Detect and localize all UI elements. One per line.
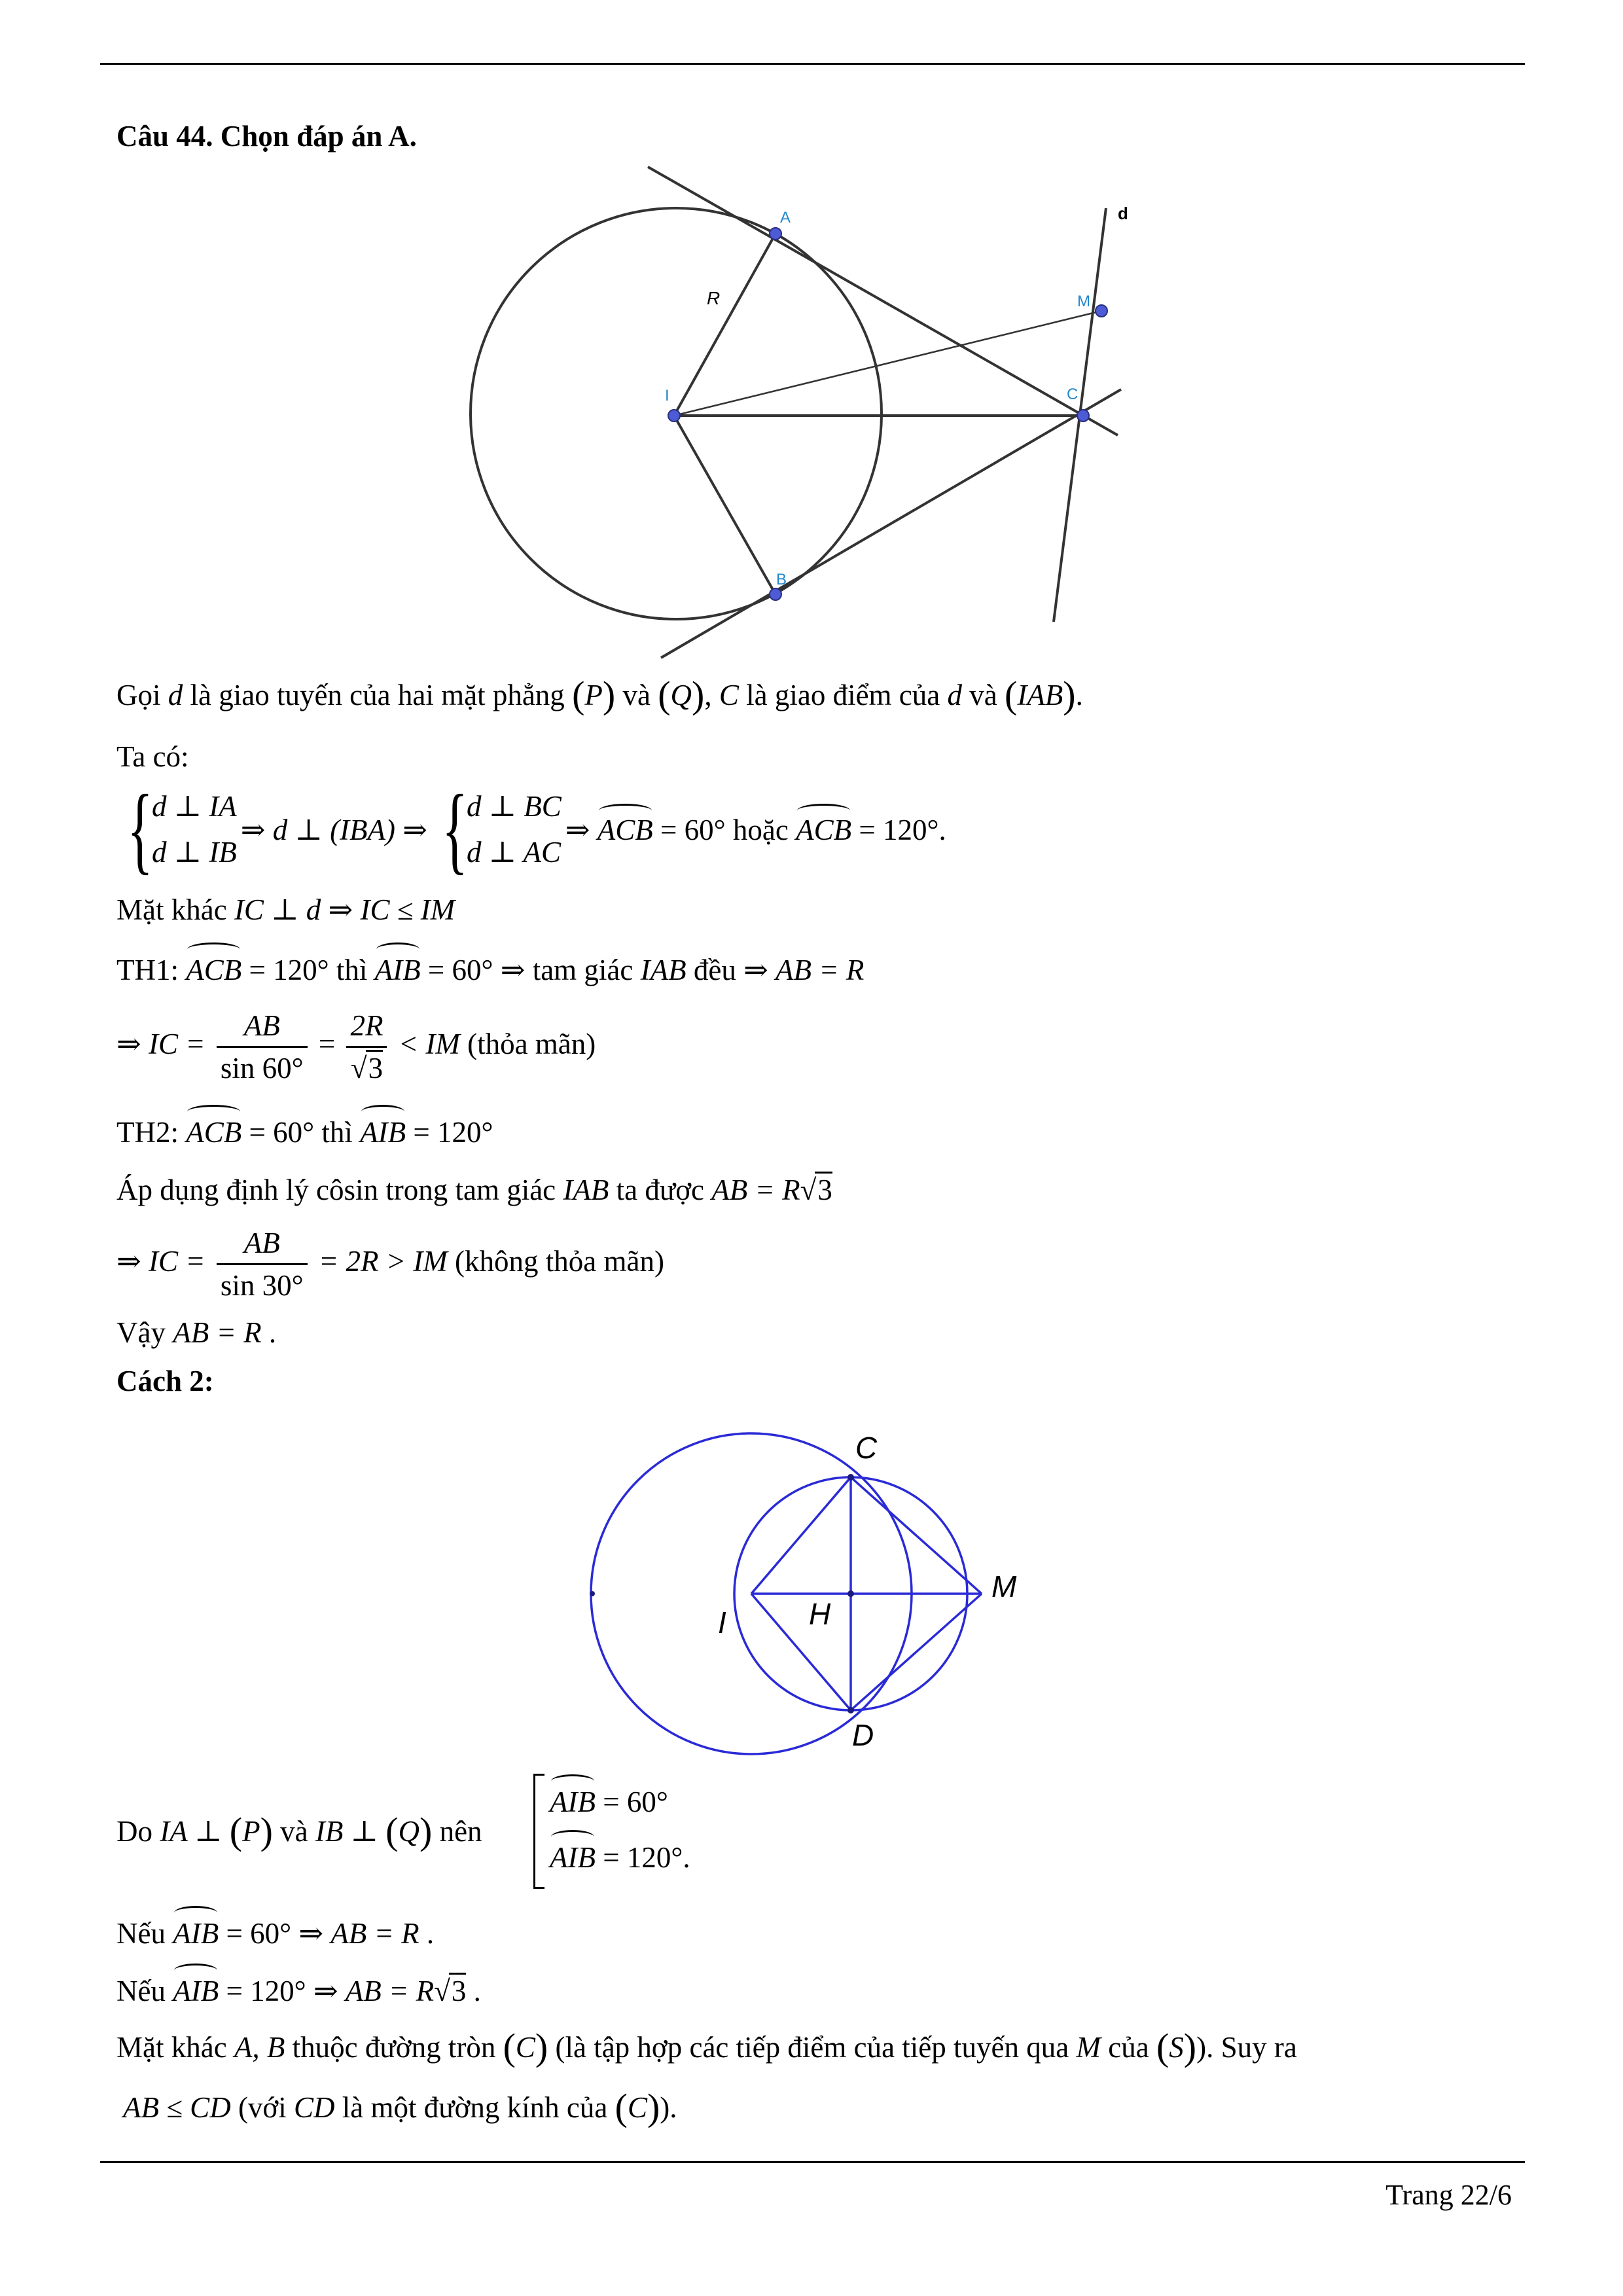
segment-ic-2 <box>751 1477 851 1594</box>
point-m <box>1096 305 1107 317</box>
text-line-4: Mặt khác IC ⊥ d ⇒ IC ≤ IM <box>116 893 455 926</box>
method-2-line-5: AB ≤ CD (với CD là một đường kính của (C)). <box>123 2086 677 2128</box>
case-1-formula: ⇒ IC = $\frac{AB}{\sin 60^\circ}$ = $\frac{2R}{√3}$ < IM (thỏa mãn) <box>116 1001 596 1088</box>
label-i2: I <box>718 1605 726 1640</box>
bracket-row-2: AIB = 120°. <box>550 1839 690 1876</box>
header-rule <box>100 63 1525 65</box>
text-line-2: Ta có: <box>116 740 189 773</box>
segment-im <box>674 311 1101 416</box>
label-d: d <box>1118 204 1128 223</box>
conclusion-line: Vậy AB = R . <box>116 1316 277 1349</box>
segment-ib <box>674 416 776 594</box>
text-line-1: Gọi d là giao tuyến của hai mặt phẳng (P) và (Q), C là giao điểm của d và (IAB). <box>116 673 1083 716</box>
page-number: Trang 22/6 <box>1385 2179 1512 2211</box>
bracket-row-1: AIB = 60° <box>550 1784 668 1820</box>
label-a: A <box>780 209 791 226</box>
case-1-line: TH1: ACB = 120° thì AIB = 60° ⇒ tam giác IAB đều ⇒ AB = R <box>116 952 864 988</box>
case-bracket <box>533 1774 544 1889</box>
segment-id <box>751 1594 851 1710</box>
segment-dm <box>851 1594 982 1710</box>
method-2-line-3: Nếu AIB = 120° ⇒ AB = R√3 . <box>116 1973 481 2009</box>
system-line: { d ⊥ IA d ⊥ IB ⇒ d ⊥ (IBA) ⇒ { d ⊥ BC d ⊥ AC ⇒ ACB = 60° hoặc ACB = 120°. <box>127 775 946 884</box>
method-2-line-1: Do IA ⊥ (P) và IB ⊥ (Q) nên <box>116 1810 482 1852</box>
label-c2: C <box>855 1431 878 1465</box>
tangent-line-bc <box>661 389 1121 658</box>
segment-cm <box>851 1477 982 1594</box>
method-2-line-4: Mặt khác A, B thuộc đường tròn (C) (là tập hợp các tiếp điểm của tiếp tuyến qua M của (S)). Suy ra <box>116 2026 1297 2068</box>
figure-tangent-diagram <box>458 160 1152 664</box>
point-b <box>770 588 781 600</box>
label-b: B <box>776 571 787 588</box>
label-m: M <box>1077 293 1090 310</box>
method-2-line-2: Nếu AIB = 60° ⇒ AB = R . <box>116 1915 434 1952</box>
method-2-heading: Cách 2: <box>116 1365 214 1397</box>
label-h2: H <box>809 1597 831 1631</box>
label-r: R <box>707 288 721 308</box>
label-i: I <box>665 387 669 404</box>
point-i <box>668 410 680 422</box>
cosine-line: Áp dụng định lý côsin trong tam giác IAB ta được AB = R√3 <box>116 1172 832 1208</box>
point-a <box>770 228 781 240</box>
label-d2: D <box>852 1718 874 1752</box>
case-2-line: TH2: ACB = 60° thì AIB = 120° <box>116 1114 493 1151</box>
point-c <box>1077 410 1089 422</box>
question-heading: Câu 44. Chọn đáp án A. <box>116 120 417 152</box>
case-2-formula: ⇒ IC = $\frac{AB}{\sin 30^\circ}$ = 2R > IM (không thỏa mãn) <box>116 1219 664 1306</box>
label-m2: M <box>991 1570 1017 1604</box>
footer-rule <box>100 2161 1525 2163</box>
label-c: C <box>1067 386 1079 403</box>
figure-method-2 <box>576 1407 1047 1761</box>
segment-ia <box>674 234 776 416</box>
